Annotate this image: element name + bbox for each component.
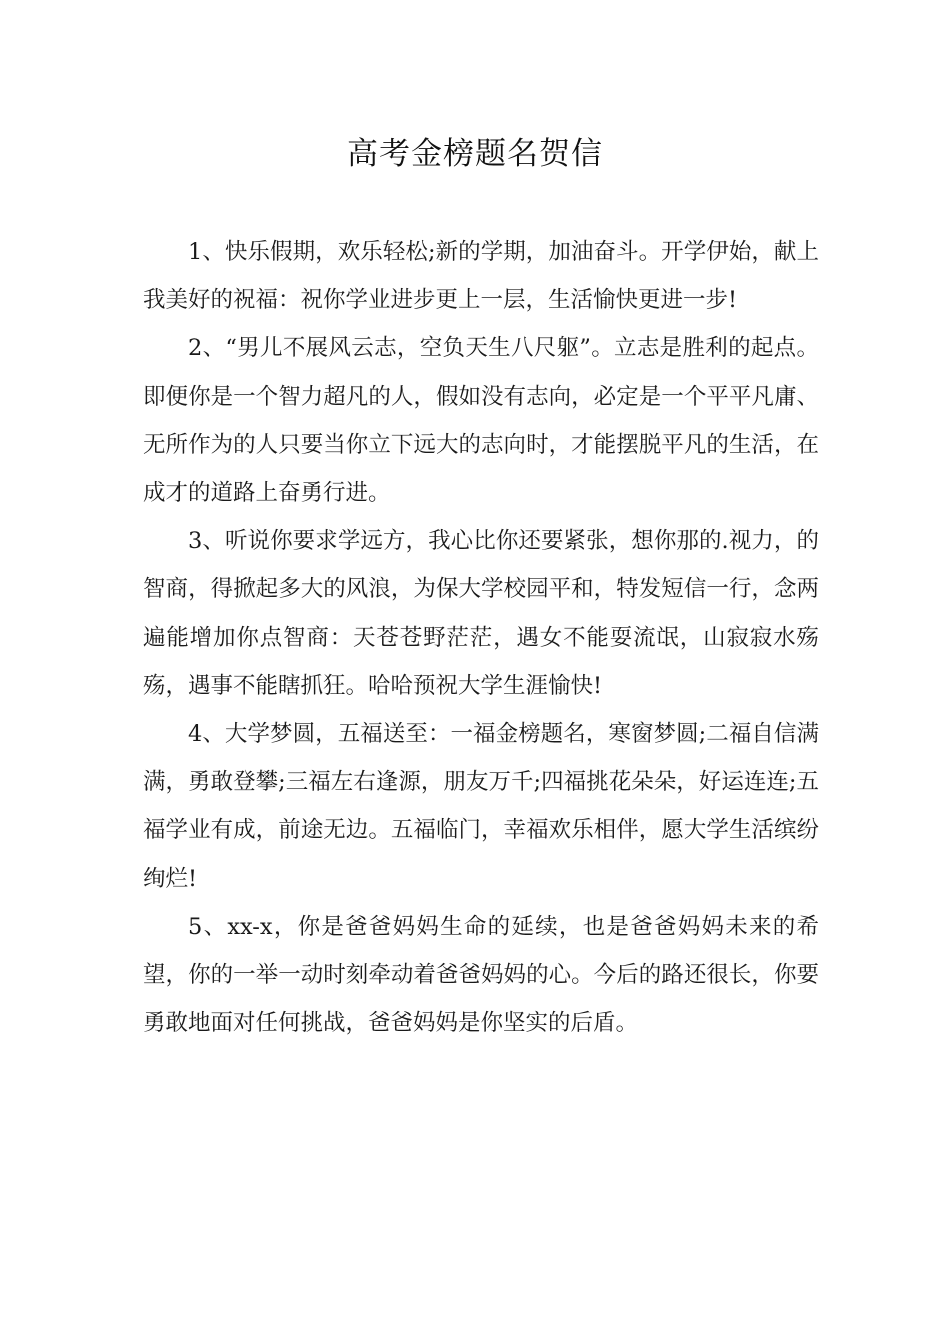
paragraph-1: 1、快乐假期，欢乐轻松;新的学期，加油奋斗。开学伊始，献上我美好的祝福：祝你学业进步更上一层，生活愉快更进一步! bbox=[143, 239, 819, 314]
paragraph-2: 2、“男儿不展风云志，空负天生八尺躯”。立志是胜利的起点。即便你是一个智力超凡的人，假如没有志向，必定是一个平平凡庸、无所作为的人只要当你立下远大的志向时，才能摆脱平凡的生活，在成才的道路上奋勇行进。 bbox=[143, 335, 819, 507]
paragraph-5: 5、xx-x，你是爸爸妈妈生命的延续，也是爸爸妈妈未来的希望，你的一举一动时刻牵动着爸爸妈妈的心。今后的路还很长，你要勇敢地面对任何挑战，爸爸妈妈是你坚实的后盾。 bbox=[143, 913, 819, 1037]
document-body bbox=[143, 228, 819, 1047]
paragraph-4: 4、大学梦圆，五福送至：一福金榜题名，寒窗梦圆;二福自信满满，勇敢登攀;三福左右逢源，朋友万千;四福挑花朵朵，好运连连;五福学业有成，前途无边。五福临门，幸福欢乐相伴，愿大学生活缤纷绚烂! bbox=[143, 721, 819, 892]
paragraph-3: 3、听说你要求学远方，我心比你还要紧张，想你那的.视力，的智商，得掀起多大的风浪，为保大学校园平和，特发短信一行，念两遍能增加你点智商：天苍苍野茫茫，遇女不能耍流氓，山寂寂水殇殇，遇事不能瞎抓狂。哈哈预祝大学生涯愉快! bbox=[143, 528, 819, 699]
document-title: 高考金榜题名贺信 bbox=[347, 136, 603, 172]
